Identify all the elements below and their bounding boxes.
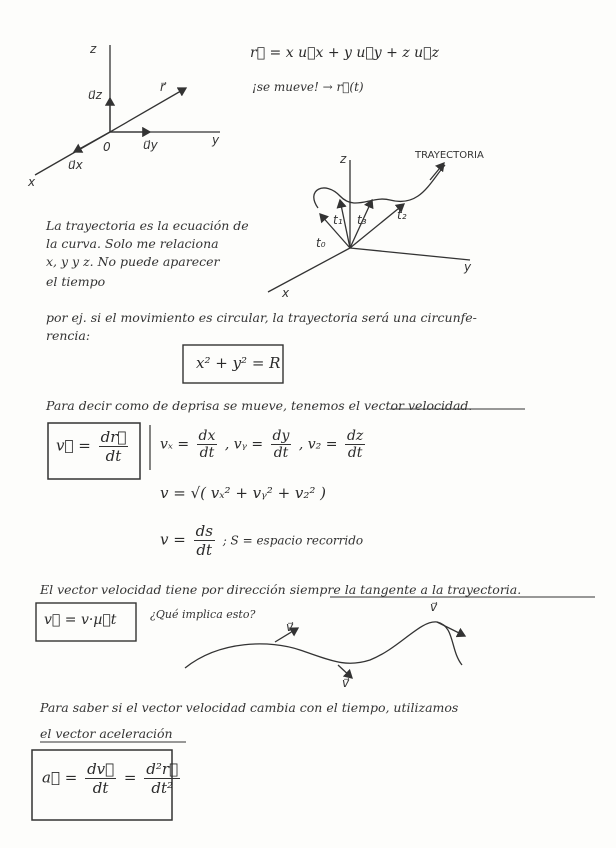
vy-fraction [271,428,292,461]
velocity-modulus: v = √( vₓ² + vᵧ² + v₂² ) [160,484,327,502]
velocity-fraction [99,428,129,465]
z-label: z [90,42,97,56]
accel-lhs: a⃗ = [42,768,78,787]
accel-term: vector aceleración [55,726,173,741]
speed-num: ds [195,522,213,540]
trajectory-note-3: x, y y z. No puede aparecer [46,254,220,269]
vz-den: dt [347,445,363,461]
accel-den-1: dt [92,779,109,797]
trajectory-note-1: La trayectoria es la ecuación de [46,218,249,233]
speed-lhs: v = [160,530,186,549]
y2-label: y [464,260,472,274]
r-label: r⃗ [160,80,165,94]
circular-example-2: rencia: [46,328,91,343]
x2-label: x [282,286,290,300]
velocity-num: dr⃗ [100,428,127,446]
speed-formula [160,522,363,559]
moves-note: ¡se mueve! → r⃗(t) [252,80,364,94]
t1-label: t₁ [333,213,343,227]
accel-definition [42,760,183,797]
accel-intro: Para saber si el vector velocidad cambia con el tiempo, utilizamos [40,700,459,715]
trajectory-arrow [430,163,444,180]
accel-intro-term-line [40,726,173,741]
tangent-v3-arrow [437,622,465,636]
t0-label: t₀ [316,236,326,250]
tangent-sketch [185,622,465,678]
direction-text: El vector velocidad tiene por dirección [40,582,286,597]
velocity-unit-formula: v⃗ = v·µ⃗t [44,612,117,628]
velocity-den: dt [105,447,122,465]
z2-label: z [340,152,347,166]
velocity-components [160,428,368,461]
speed-den: dt [196,541,213,559]
velocity-intro [46,398,472,413]
trajectory-label: TRAYECTORIA [415,150,484,161]
vz-num: dz [346,428,364,444]
t3-label: t₃ [357,213,367,227]
direction-statement [40,582,521,597]
accel-den-2: dt² [151,779,173,797]
vx-lhs: vₓ = [160,436,190,453]
implication-question: ¿Qué implica esto? [150,608,256,621]
trajectory-note-4: el tiempo [46,274,106,289]
origin-label: 0 [103,140,111,154]
tangent-v2-label: v⃗ [342,676,350,690]
ux-label: u⃗x [68,158,83,172]
accel-fraction-2 [144,760,180,797]
velocity-definition [56,428,131,465]
vx-num: dx [198,428,216,444]
accel-num-1: dv⃗ [87,760,115,778]
accel-eq: = [123,768,137,787]
t2-label: t₂ [397,208,407,222]
accel-num-2: d²r⃗ [146,760,179,778]
vy-num: dy [272,428,290,444]
vx-fraction [197,428,218,461]
speed-fraction [194,522,215,559]
vy-lhs: , vᵧ = [224,436,264,453]
velocity-intro-text: Para decir como de deprisa se mueve, tenemos el [46,398,361,413]
speed-note: ; S = espacio recorrido [222,533,364,548]
accel-fraction-1 [85,760,116,797]
vy-den: dt [273,445,289,461]
uz-label: u⃗z [88,88,102,102]
accel-prefix: el [40,726,52,741]
position-vector-arrow [110,88,186,132]
tangent-v3-label: v⃗ [430,600,438,614]
x-label: x [28,175,36,189]
circular-example-1: por ej. si el movimiento es circular, la trayectoria será una circunfe- [46,310,477,325]
vz-fraction [345,428,365,461]
y-label: y [212,133,220,147]
direction-emph: siempre la tangente a la trayectoria. [289,582,522,597]
vx-den: dt [199,445,215,461]
uy-label: u⃗y [143,138,158,152]
velocity-lhs: v⃗ = [56,436,91,455]
trajectory-curve [314,165,445,208]
y-axis-2 [350,248,470,260]
tangent-curve [185,622,462,668]
velocity-intro-term: vector velocidad. [364,398,473,413]
axes-diagram-1 [35,45,220,175]
x-axis-2 [268,248,350,292]
tangent-v1-label: v⃗ [286,620,294,634]
trajectory-note-2: la curva. Solo me relaciona [46,236,219,251]
axes-diagram-2 [268,160,470,292]
vz-lhs: , v₂ = [298,436,338,453]
position-formula: r⃗ = x u⃗x + y u⃗y + z u⃗z [250,45,439,61]
circle-equation: x² + y² = R [196,354,281,372]
